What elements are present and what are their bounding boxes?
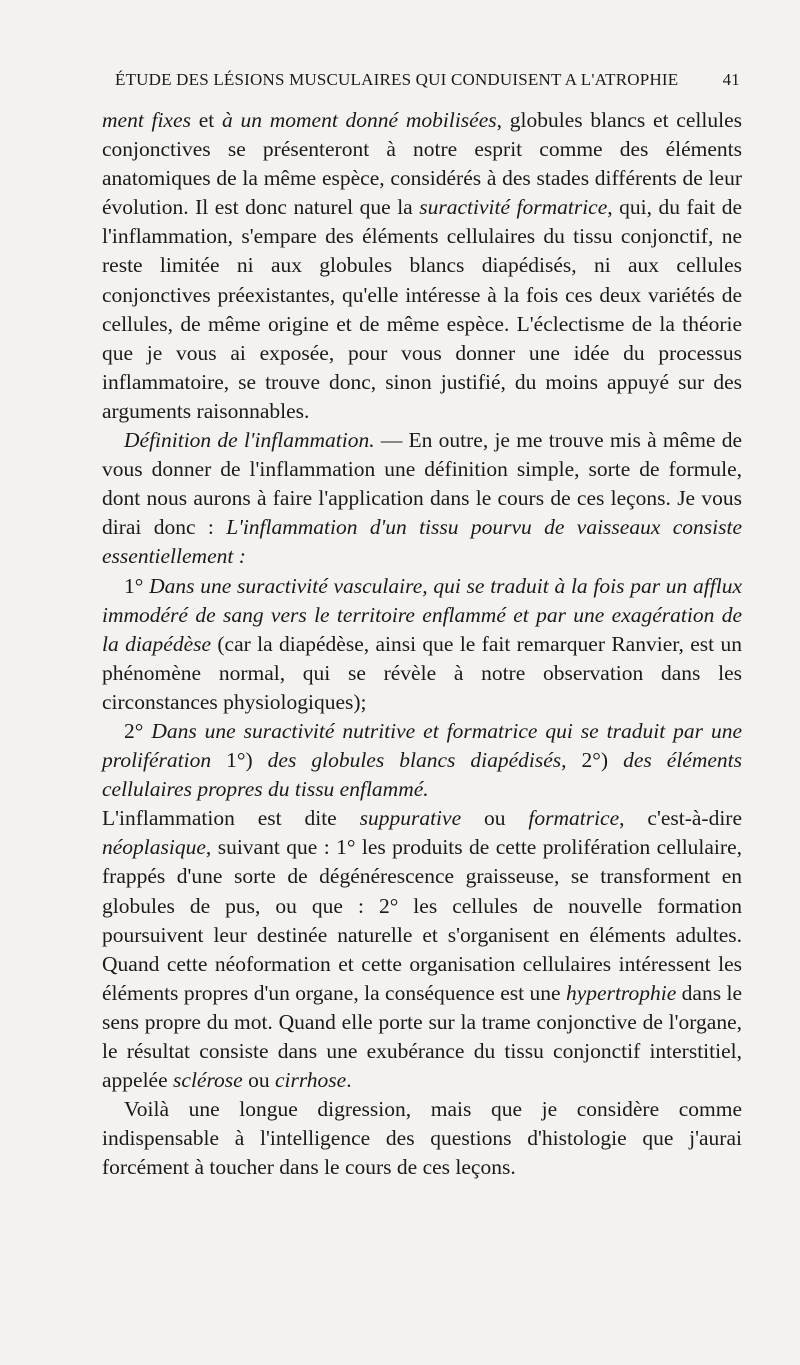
italic-term: cirrhose bbox=[274, 1068, 347, 1093]
list-number: 2° bbox=[124, 718, 152, 743]
text-span: ou bbox=[461, 806, 529, 831]
italic-phrase: des éléments cellulaires propres du tissu enflammé. bbox=[102, 748, 742, 802]
text-span: 1°) bbox=[211, 748, 268, 773]
paragraph-5 bbox=[102, 804, 742, 1095]
paragraph-1 bbox=[102, 106, 742, 426]
italic-phrase: ment fixes bbox=[102, 108, 191, 132]
text-span: et bbox=[190, 108, 222, 132]
italic-phrase: des globules blancs diapédisés, bbox=[267, 748, 567, 773]
running-header-title: ÉTUDE DES LÉSIONS MUSCULAIRES QUI CONDUISENT A L'ATROPHIE bbox=[115, 70, 679, 89]
italic-term: suppurative bbox=[359, 806, 462, 831]
text-span: , qui, du fait de l'inflammation, s'empare des éléments cellulaires du tissu conjonctif, ne reste limitée ni aux globules blancs diapédisés, ni aux cellules conjonctives préexistantes, qu'elle intéresse à la fois ces deux variétés de cellules, de même origine et de même espèce. L'éclectisme de la théorie que je vous ai exposée, pour vous donner une idée du processus inflammatoire, se trouve donc, sinon justifié, du moins appuyé sur des arguments raisonnables. bbox=[102, 195, 742, 423]
italic-phrase: Dans une suractivité vasculaire, qui se traduit à la fois par un afflux immodéré de sang vers le territoire enflammé et par une exagération de la diapédèse bbox=[102, 573, 742, 656]
italic-term: sclérose bbox=[173, 1068, 243, 1093]
text-span: dans le sens propre du mot. Quand elle porte sur la trame conjonctive de l'organe, le résultat consiste dans une exubérance du tissu conjonctif interstitiel, appelée bbox=[102, 980, 742, 1093]
italic-term: hypertrophie bbox=[566, 980, 677, 1005]
paragraph-4 bbox=[102, 717, 742, 804]
text-span: 2°) bbox=[566, 748, 624, 773]
page-number: 41 bbox=[722, 70, 740, 89]
text-span: . bbox=[346, 1068, 352, 1093]
paragraph-6 bbox=[102, 1095, 742, 1182]
list-number: 1° bbox=[124, 573, 150, 598]
text-span: — En outre, je me trouve mis à même de vous donner de l'inflammation une définition simple, sorte de formule, dont nous aurons à faire l'application dans le cours de ces leçons. Je vous dirai donc : bbox=[102, 428, 742, 540]
text-span: L'inflammation est dite bbox=[102, 806, 360, 831]
text-span: , suivant que : 1° les produits de cette prolifération cellulaire, frappés d'une sorte de dégénérescence graisseuse, se transforment en globules de pus, ou que : 2° les cellules de nouvelle formation poursuivent leur destinée naturelle et s'organisent en éléments adultes. Quand cette néoformation et cette organisation cellulaires intéressent les éléments propres d'un organe, la conséquence est une bbox=[102, 835, 742, 1005]
section-heading: Définition de l'inflammation. bbox=[124, 428, 375, 453]
body-text bbox=[102, 106, 742, 1182]
italic-term: formatrice bbox=[528, 806, 620, 831]
paragraph-2 bbox=[102, 426, 742, 571]
paragraph-3 bbox=[102, 572, 742, 717]
italic-phrase: Dans une suractivité nutritive et formatrice qui se traduit par une prolifération bbox=[102, 718, 742, 773]
italic-term: néoplasique bbox=[102, 835, 206, 860]
text-span: , c'est-à-dire bbox=[619, 806, 742, 831]
running-header bbox=[115, 70, 740, 94]
text-span: Voilà une longue digression, mais que je considère comme indispensable à l'intelligence des questions d'histologie que j'aurai forcément à toucher dans le cours de ces leçons. bbox=[102, 1097, 742, 1180]
definition-text: L'inflammation d'un tissu pourvu de vaisseaux consiste essentiellement : bbox=[102, 515, 743, 569]
text-span: ou bbox=[242, 1068, 275, 1093]
italic-term: suractivité formatrice bbox=[419, 195, 608, 220]
text-span: (car la diapédèse, ainsi que le fait remarquer Ranvier, est un phénomène normal, qui se révèle à notre observation dans les circonstances physiologiques); bbox=[102, 631, 742, 714]
text-span: , globules blancs et cellules conjonctives se présenteront à notre esprit comme des éléments anatomiques de la même espèce, considérés à des stades différents de leur évolution. Il est donc naturel que la bbox=[102, 108, 742, 220]
italic-phrase: à un moment donné mobilisées bbox=[221, 108, 497, 132]
